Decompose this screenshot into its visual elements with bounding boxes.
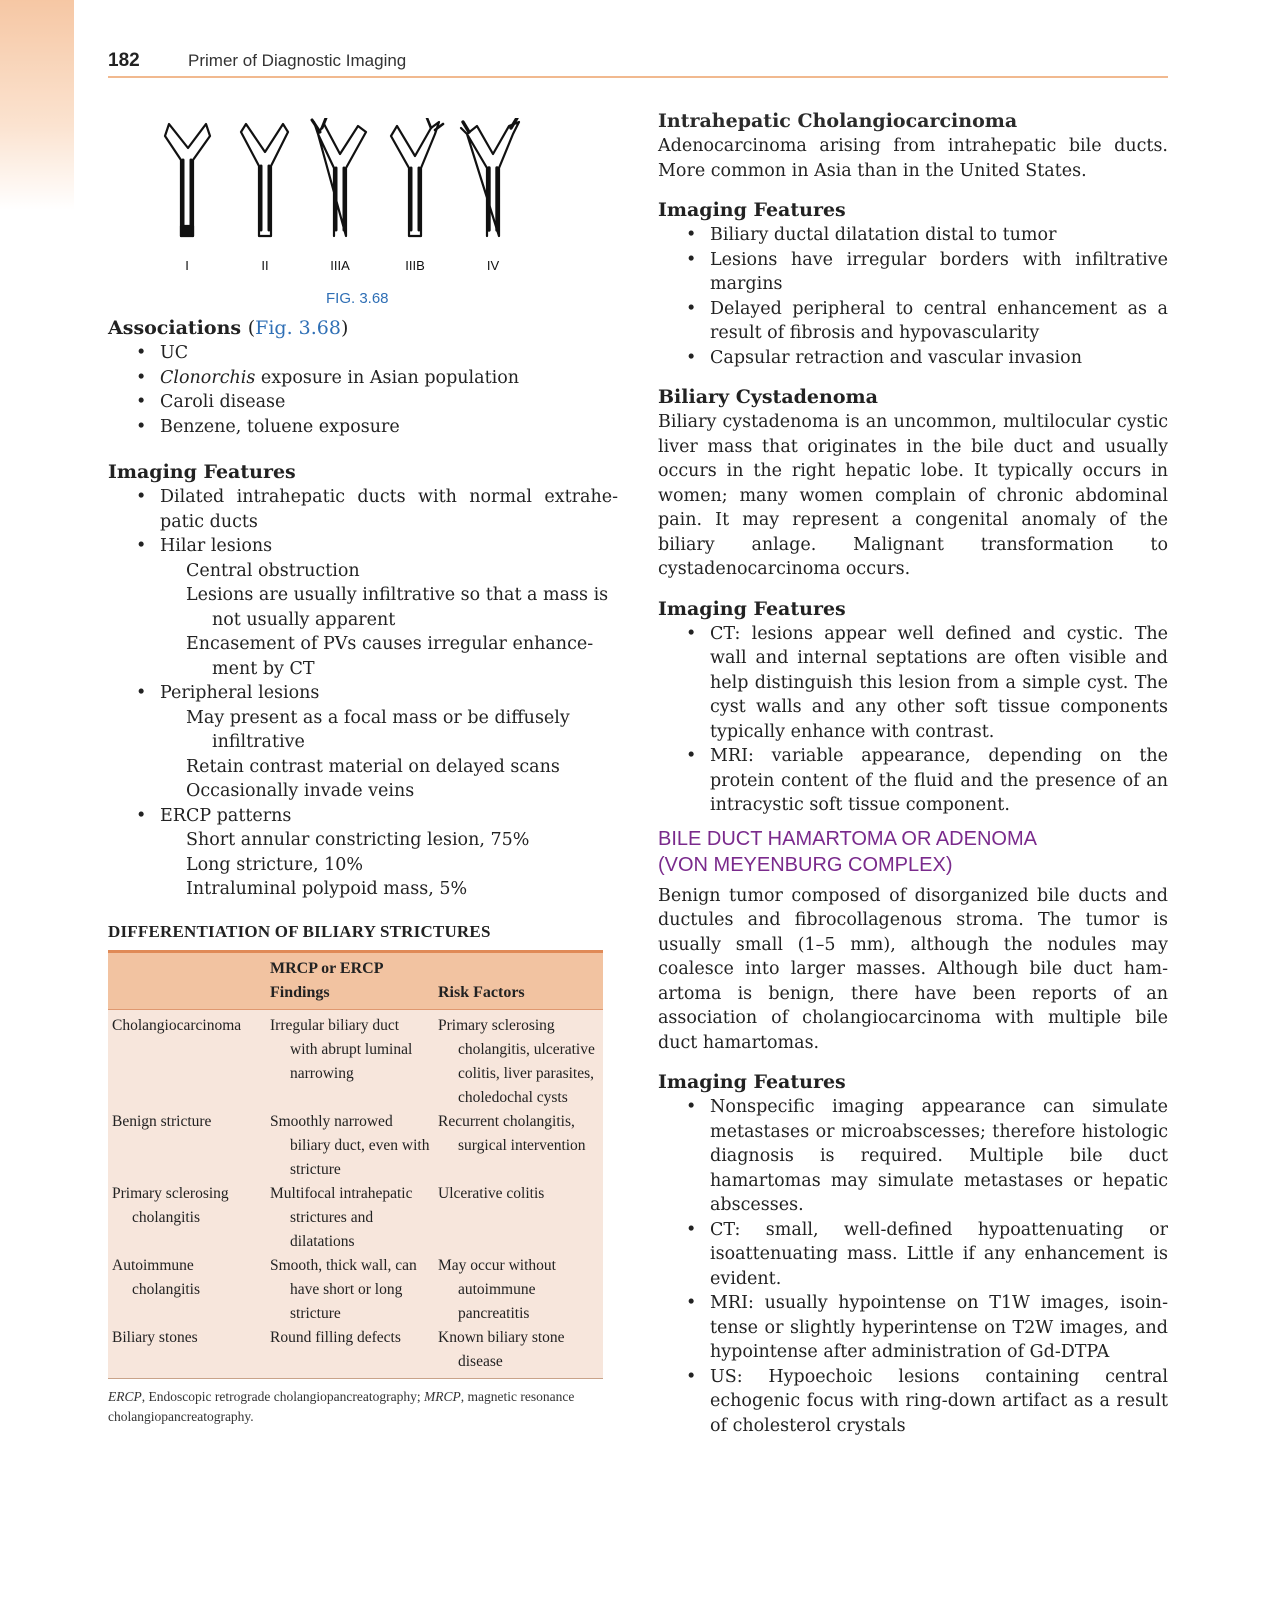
running-header [108, 48, 1168, 78]
hamartoma-features-list [658, 1095, 1168, 1438]
left-column [108, 110, 618, 1427]
table-cell: Irregular biliary duct with abrupt luminal narrowing [270, 1016, 413, 1082]
table-row [108, 1182, 603, 1254]
list-item: • MRI: variable appearance, depending on the protein content of the fluid and the presence of an intracystic soft tissue component. [658, 744, 1168, 818]
sub-item: Lesions are usually infiltrative so that a mass is not usually apparent [186, 585, 609, 630]
table-row [108, 1254, 603, 1326]
list-item: • Biliary ductal dilatation distal to tumor [658, 223, 1168, 248]
right-column [658, 108, 1168, 1438]
table-header [108, 951, 266, 1009]
table-header: Risk Factors [434, 951, 603, 1009]
table-row [108, 1326, 603, 1379]
list-item: • Hilar lesions [108, 534, 618, 559]
cystadenoma-features-heading: Imaging Features [658, 597, 846, 620]
label-iv: IV [486, 258, 500, 273]
list-item: • MRI: usually hypointense on T1W images, isointense or slightly hyperintense on T2W images, and hypointense after administration of Gd-DTPA [658, 1291, 1168, 1365]
table-header-row [108, 951, 603, 1009]
list-item: • ERCP patterns [108, 804, 618, 829]
icc-text: Adenocarcinoma arising from intrahepatic bile ducts. More common in Asia than in the United States. [658, 136, 1168, 181]
figure-link[interactable]: Fig. 3.68 [255, 317, 341, 339]
list-item: • Clonorchis exposure in Asian population [108, 366, 618, 391]
list-item: • CT: small, well-defined hypoattenuating or isoattenuating mass. Little if any enhancement is evident. [658, 1218, 1168, 1292]
type-iiib-duct [391, 118, 443, 236]
page-corner-tab [0, 0, 74, 210]
table-cell: Primary sclerosing cholangitis, ulcerative colitis, liver parasites, choledochal cysts [438, 1016, 595, 1106]
type-iv-duct [461, 118, 519, 236]
book-title: Primer of Diagnostic Imaging [188, 51, 407, 70]
table-cell: Smooth, thick wall, can have short or long stricture [270, 1256, 417, 1322]
table-cell: Round filling defects [270, 1328, 401, 1346]
figure-caption: FIG. 3.68 [326, 290, 389, 307]
imaging-features-list-cont [108, 681, 618, 706]
list-item: • Caroli disease [108, 390, 618, 415]
associations-heading: Associations (Fig. 3.68) [108, 317, 349, 339]
type-iiia-duct [312, 118, 366, 236]
cystadenoma-features-list [658, 622, 1168, 818]
table-cell: Smoothly narrowed biliary duct, even with stricture [270, 1112, 430, 1178]
sub-item: Central obstruction [186, 560, 360, 581]
icc-heading: Intrahepatic Cholangiocarcinoma [658, 110, 1018, 132]
associations-list [108, 341, 618, 439]
list-item: • UC [108, 341, 618, 366]
sub-item: Occasionally invade veins [186, 781, 415, 801]
table-cell: Benign stricture [112, 1112, 212, 1130]
biliary-strictures-table [108, 950, 603, 1379]
sub-item: Short annular constricting lesion, 75% [186, 830, 530, 850]
list-item: • US: Hypoechoic lesions containing central echogenic focus with ring-down artifact as a result of cholesterol crystals [658, 1365, 1168, 1439]
hamartoma-heading: BILE DUCT HAMARTOMA OR ADENOMA (VON MEYENBURG COMPLEX) [658, 827, 1037, 876]
list-item: • Nonspecific imaging appearance can simulate metastases or microabscesses; therefore histologic diagnosis is required. Multiple bile duct hamartomas may simulate metastases or hepatic abscesses. [658, 1095, 1168, 1218]
imaging-features-heading: Imaging Features [108, 461, 296, 483]
table-cell: Multifocal intrahepatic strictures and dilatations [270, 1184, 413, 1250]
table-cell: Cholangiocarcinoma [112, 1016, 242, 1034]
type-i-duct [165, 124, 210, 236]
list-item: • Dilated intrahepatic ducts with normal extrahepatic ducts [108, 485, 618, 534]
label-ii: II [261, 258, 269, 273]
hamartoma-text: Benign tumor composed of disorganized bile ducts and ductules and fibrocollagenous stroma. The tumor is usually small (1–5 mm), although the nodules may coalesce into larger masses. Although bile duct hamartoma is benign, there have been reports of an association of cholangiocarcinoma with multiple bile duct hamartomas. [658, 885, 1168, 1053]
page-number: 182 [108, 50, 140, 71]
table-cell: Autoimmune cholangitis [112, 1256, 201, 1298]
sub-item: Retain contrast material on delayed scans [186, 756, 560, 777]
list-item: • Peripheral lesions [108, 681, 618, 706]
table-header: MRCP or ERCP Findings [266, 951, 434, 1009]
table-title: DIFFERENTIATION OF BILIARY STRICTURES [108, 921, 491, 941]
bismuth-classification-diagram [163, 118, 563, 288]
label-iiib: IIIB [405, 258, 425, 273]
sub-item: May present as a focal mass or be diffusely infiltrative [186, 707, 570, 752]
icc-features-list [658, 223, 1168, 370]
sub-item: Encasement of PVs causes irregular enhancement by CT [186, 634, 594, 679]
list-item: • Delayed peripheral to central enhancement as a result of fibrosis and hypovascularity [658, 297, 1168, 346]
table-footnote: ERCP, Endoscopic retrograde cholangiopancreatography; MRCP, magnetic resonance cholangiopancreatography. [108, 1388, 575, 1424]
table-cell: Known biliary stone disease [438, 1328, 565, 1370]
type-ii-duct [241, 124, 288, 236]
sub-item: Intraluminal polypoid mass, 5% [186, 879, 468, 899]
icc-features-heading: Imaging Features [658, 199, 846, 221]
table-cell: Biliary stones [112, 1328, 198, 1346]
cystadenoma-text: Biliary cystadenoma is an uncommon, multilocular cystic liver mass that originates in the bile duct and usually occurs in the right hepatic lobe. It typically occurs in women; many women complain of chronic abdominal pain. It may represent a congenital anomaly of the biliary anlage. Malignant transformation to cystadenocarcinoma occurs. [658, 412, 1168, 579]
figure-3-68 [108, 110, 618, 315]
table-row [108, 1110, 603, 1182]
list-item: • Capsular retraction and vascular invasion [658, 346, 1168, 371]
list-item: • Benzene, toluene exposure [108, 415, 618, 440]
list-item: • Lesions have irregular borders with infiltrative margins [658, 248, 1168, 297]
table-cell: Ulcerative colitis [438, 1184, 545, 1202]
table-cell: May occur without autoimmune pancreatitis [438, 1256, 556, 1322]
label-iiia: IIIA [330, 258, 350, 273]
label-i: I [185, 258, 189, 273]
hamartoma-features-heading: Imaging Features [658, 1071, 846, 1093]
list-item: • CT: lesions appear well defined and cystic. The wall and internal septations are often visible and help distinguish this lesion from a simple cyst. The cyst walls and any other soft tissue components typically enhance with contrast. [658, 622, 1168, 745]
sub-item: Long stricture, 10% [186, 854, 364, 875]
table-cell: Primary sclerosing cholangitis [112, 1184, 229, 1226]
imaging-features-list [108, 485, 618, 559]
table-row [108, 1009, 603, 1110]
imaging-features-list-cont2 [108, 804, 618, 829]
table-cell: Recurrent cholangitis, surgical intervention [438, 1112, 586, 1154]
cystadenoma-heading: Biliary Cystadenoma [658, 386, 878, 408]
